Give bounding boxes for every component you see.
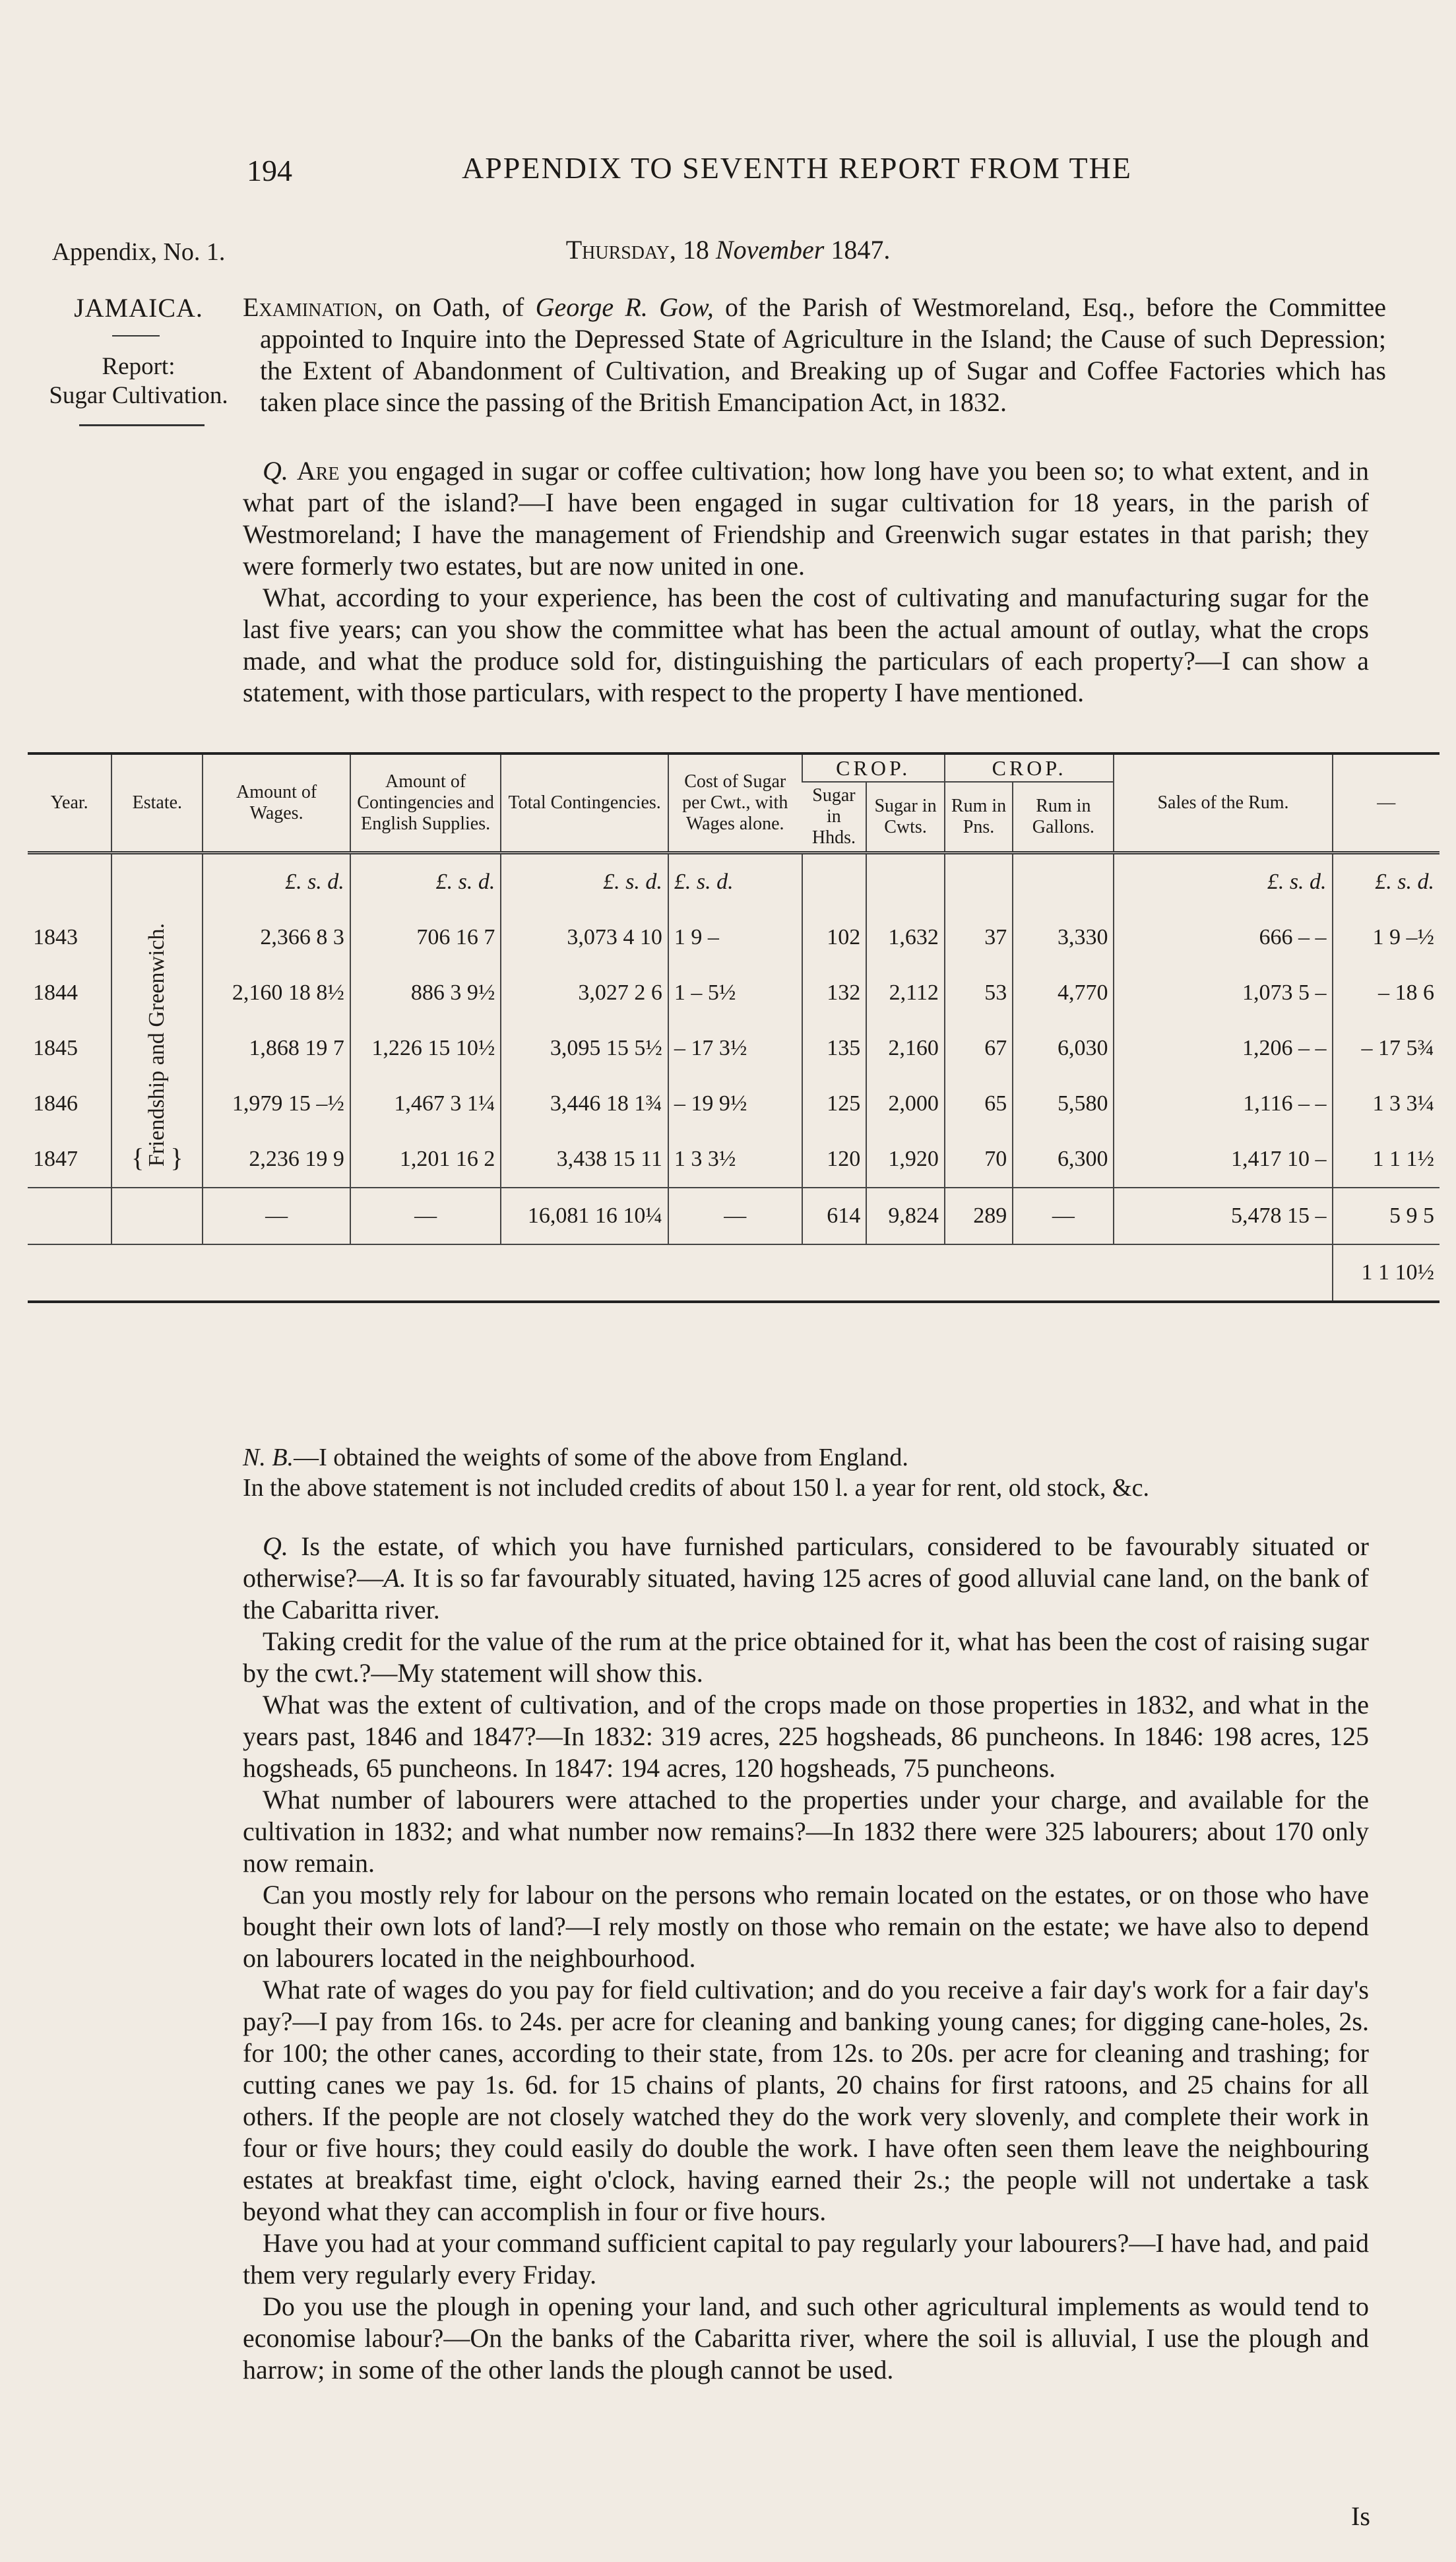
qa-paragraph <box>243 1531 1369 1626</box>
total-total: 16,081 16 10¼ <box>501 1188 668 1244</box>
cell-gallons: 4,770 <box>1013 965 1114 1021</box>
totals-blank <box>28 1188 111 1244</box>
total-cwts: 9,824 <box>866 1188 945 1244</box>
cell-total: 3,438 15 11 <box>501 1132 668 1188</box>
units-blank <box>802 853 867 911</box>
nb-label: N. B. <box>243 1444 294 1471</box>
margin-report-label: Report: <box>102 353 175 380</box>
note-nb <box>243 1442 1369 1473</box>
units-blank <box>28 853 111 911</box>
margin-appendix: Appendix, No. 1. <box>51 238 226 266</box>
cell-sales: 1,116 – – <box>1114 1076 1332 1132</box>
col-rum-gallons: Rum in Gallons. <box>1013 782 1114 853</box>
margin-dash <box>112 335 160 336</box>
unit-contingencies: £. s. d. <box>350 853 501 911</box>
cell-total: 3,073 4 10 <box>501 910 668 965</box>
catchword: Is <box>1351 2501 1370 2531</box>
total-hhds: 614 <box>802 1188 867 1244</box>
cell-last: – 18 6 <box>1333 965 1440 1021</box>
brace-right: } <box>170 1143 183 1173</box>
qa-paragraph-2: What, according to your experience, has been the cost of cultivating and manufacturing sugar for the last five years; can you show the committee what has been the actual amount of outlay, what the crops made, and what the produce sold for, distinguishing the particulars of each property?—I can show a statement, with those particulars, with respect to the property I have mentioned. <box>243 583 1369 707</box>
col-rum-pns: Rum in Pns. <box>945 782 1013 853</box>
session-date <box>0 234 1456 265</box>
cell-wages: 2,366 8 3 <box>203 910 350 965</box>
units-row <box>28 853 1440 911</box>
cell-total: 3,027 2 6 <box>501 965 668 1021</box>
date-day: Thursday, <box>565 235 676 265</box>
note-credits: In the above statement is not included credits of about 150 l. a year for rent, old stock, &c. <box>243 1474 1149 1502</box>
estate-name-text: Friendship and Greenwich. <box>144 923 170 1167</box>
col-wages: Amount of Wages. <box>203 753 350 853</box>
cell-contingencies: 1,467 3 1¼ <box>350 1076 501 1132</box>
col-sales: Sales of the Rum. <box>1114 753 1332 853</box>
cell-contingencies: 886 3 9½ <box>350 965 501 1021</box>
totals-row <box>28 1188 1440 1244</box>
col-sugar-cwts: Sugar in Cwts. <box>866 782 945 853</box>
date-month: November <box>715 235 825 265</box>
cell-year: 1844 <box>33 980 78 1005</box>
cell-wages: 2,160 18 8½ <box>203 965 350 1021</box>
cell-last: – 17 5¾ <box>1333 1021 1440 1076</box>
units-blank <box>866 853 945 911</box>
cell-pns: 37 <box>945 910 1013 965</box>
qa-paragraph-1 <box>243 455 1369 582</box>
cell-last: 1 1 1½ <box>1333 1132 1440 1188</box>
cell-hhds: 135 <box>802 1021 867 1076</box>
totals-blank <box>111 1188 203 1244</box>
cell-contingencies: 1,201 16 2 <box>350 1132 501 1188</box>
margin-report-subject: Sugar Cultivation. <box>49 382 228 409</box>
qa-section-top <box>243 455 1369 709</box>
units-blank <box>111 853 203 911</box>
cell-hhds: 120 <box>802 1132 867 1188</box>
cell-gallons: 6,300 <box>1013 1132 1114 1188</box>
qa-paragraph: What was the extent of cultivation, and of the crops made on those properties in 1832, and what in the years past, 1846 and 1847?—In 1832: 319 acres, 225 hogsheads, 86 puncheons. In 1846: 198 acres, 125 hogsheads, 65 puncheons. In 1847: 194 acres, 120 hogsheads, 75 puncheons. <box>243 1690 1369 1783</box>
cell-total: 3,446 18 1¾ <box>501 1076 668 1132</box>
cell-cwts: 2,112 <box>866 965 945 1021</box>
qa-paragraph: Have you had at your command sufficient capital to pay regularly your labourers?—I have had, and paid them very regularly every Friday. <box>243 2228 1369 2290</box>
cell-cost: – 17 3½ <box>668 1021 802 1076</box>
unit-cost: £. s. d. <box>668 853 802 911</box>
unit-wages: £. s. d. <box>203 853 350 911</box>
cell-pns: 53 <box>945 965 1013 1021</box>
examination-text-2: of the Parish of Westmoreland, Esq., before the Committee appointed to Inquire into the Depressed State of Agriculture in the Island; the Cause of such Depression; the Extent of Abandonment of Cultivation, and Breaking up of Sugar and Coffee Factories which has taken place since the passing of the British Emancipation Act, in 1832. <box>260 292 1387 417</box>
total-pns: 289 <box>945 1188 1013 1244</box>
cell-contingencies: 706 16 7 <box>350 910 501 965</box>
qa-paragraph: Can you mostly rely for labour on the persons who remain located on the estates, or on those who have bought their own lots of land?—I rely mostly on those who remain on the estate; we have also to depend on labourers located in the neighbourhood. <box>243 1880 1369 1973</box>
table-row <box>28 1021 1440 1076</box>
cell-year: 1847 <box>33 1147 78 1171</box>
extra-last: 1 1 10½ <box>1333 1244 1440 1302</box>
qa-paragraph: Taking credit for the value of the rum at the price obtained for it, what has been the cost of raising sugar by the cwt.?—My statement will show this. <box>243 1626 1369 1688</box>
cell-hhds: 102 <box>802 910 867 965</box>
cell-pns: 67 <box>945 1021 1013 1076</box>
unit-last: £. s. d. <box>1333 853 1440 911</box>
col-crop-sugar: CROP. <box>802 753 945 782</box>
qa-section-bottom <box>243 1531 1369 2386</box>
cell-sales: 1,073 5 – <box>1114 965 1332 1021</box>
total-gallons: — <box>1013 1188 1114 1244</box>
q-mark: Q. <box>263 456 288 486</box>
cell-cwts: 2,000 <box>866 1076 945 1132</box>
qa-text: Is the estate, of which you have furnished particulars, considered to be favourably situated or otherwise?— <box>243 1531 1370 1593</box>
col-crop-rum: CROP. <box>945 753 1114 782</box>
date-year: 1847. <box>831 235 891 265</box>
table-notes <box>243 1442 1369 1503</box>
cell-pns: 70 <box>945 1132 1013 1188</box>
table-row <box>28 1132 1440 1188</box>
units-blank <box>945 853 1013 911</box>
cell-year: 1846 <box>33 1091 78 1116</box>
total-contingencies: — <box>350 1188 501 1244</box>
examination-text-1: on Oath, of <box>395 292 524 322</box>
cell-year: 1843 <box>33 925 78 949</box>
page-number: 194 <box>247 154 292 187</box>
margin-country: JAMAICA. <box>74 293 203 323</box>
cell-sales: 1,417 10 – <box>1114 1132 1332 1188</box>
date-day-number: 18 <box>682 235 709 265</box>
a-mark: A. <box>383 1563 406 1593</box>
table-row <box>28 965 1440 1021</box>
cell-hhds: 125 <box>802 1076 867 1132</box>
col-estate: Estate. <box>111 753 203 853</box>
margin-rule <box>79 424 205 426</box>
estate-name <box>111 910 203 1188</box>
cell-cwts: 2,160 <box>866 1021 945 1076</box>
cell-total: 3,095 15 5½ <box>501 1021 668 1076</box>
total-sales: 5,478 15 – <box>1114 1188 1332 1244</box>
col-last: — <box>1333 753 1440 853</box>
nb-text: —I obtained the weights of some of the above from England. <box>294 1444 908 1471</box>
cell-pns: 65 <box>945 1076 1013 1132</box>
table-row <box>28 1076 1440 1132</box>
cell-cost: 1 3 3½ <box>668 1132 802 1188</box>
col-contingencies: Amount of Contingencies and English Supplies. <box>350 753 501 853</box>
accounts-table <box>28 752 1440 1303</box>
col-cost: Cost of Sugar per Cwt., with Wages alone. <box>668 753 802 853</box>
qa-text: It is so far favourably situated, having 125 acres of good alluvial cane land, on the bank of the Cabaritta river. <box>243 1563 1369 1624</box>
col-sugar-hhds: Sugar in Hhds. <box>802 782 867 853</box>
cell-last: 1 9 –½ <box>1333 910 1440 965</box>
cell-sales: 1,206 – – <box>1114 1021 1332 1076</box>
cell-cost: 1 – 5½ <box>668 965 802 1021</box>
cell-year: 1845 <box>33 1036 78 1060</box>
unit-total: £. s. d. <box>501 853 668 911</box>
extra-row <box>28 1244 1440 1302</box>
qa-paragraph: Do you use the plough in opening your land, and such other agricultural implements as would tend to economise labour?—On the banks of the Cabaritta river, where the soil is alluvial, I use the plough and harrow; in some of the other lands the plough cannot be used. <box>243 2291 1369 2385</box>
total-wages: — <box>203 1188 350 1244</box>
cell-gallons: 3,330 <box>1013 910 1114 965</box>
extra-blank <box>28 1244 1333 1302</box>
brace-left: { <box>131 1143 144 1173</box>
col-year: Year. <box>28 753 111 853</box>
cell-cost: – 19 9½ <box>668 1076 802 1132</box>
cell-cwts: 1,920 <box>866 1132 945 1188</box>
qa-paragraph: What rate of wages do you pay for field cultivation; and do you receive a fair day's work for a fair day's pay?—I pay from 16s. to 24s. per acre for cleaning and banking young canes; for digging cane-holes, 2s. for 100; the other canes, according to their state, from 12s. to 20s. per acre for cleaning and trashing; for cutting canes we pay 1s. 6d. for 15 chains of plants, 20 chains for first ratoons, and 25 chains for all others. If the people are not closely watched they do the work very slovenly, and complete their work in four or five hours; they could easily do double the work. I have often seen them leave the neighbouring estates at breakfast time, eight o'clock, having earned their 2s.; the people will not undertake a task beyond what they can accomplish in four or five hours. <box>243 1975 1369 2226</box>
cell-gallons: 6,030 <box>1013 1021 1114 1076</box>
qa-text-1: you engaged in sugar or coffee cultivation; how long have you been so; to what extent, and in what part of the island?—I have been engaged in sugar cultivation for 18 years, in the parish of Westmoreland; I have the management of Friendship and Greenwich sugar estates in that parish; they were formerly two estates, but are now united in one. <box>243 456 1369 581</box>
cell-sales: 666 – – <box>1114 910 1332 965</box>
examination-heading <box>243 292 1386 418</box>
qa-paragraph: What number of labourers were attached to the properties under your charge, and available for the cultivation in 1832; and what number now remains?—In 1832 there were 325 labourers; about 170 only now remain. <box>243 1785 1369 1878</box>
total-last: 5 9 5 <box>1333 1188 1440 1244</box>
cell-hhds: 132 <box>802 965 867 1021</box>
cell-cwts: 1,632 <box>866 910 945 965</box>
cell-contingencies: 1,226 15 10½ <box>350 1021 501 1076</box>
q-mark: Q. <box>263 1531 288 1561</box>
examination-lead: Examination, <box>243 292 384 322</box>
col-total: Total Contingencies. <box>501 753 668 853</box>
cell-cost: 1 9 – <box>668 910 802 965</box>
running-title: APPENDIX TO SEVENTH REPORT FROM THE <box>462 151 1132 185</box>
units-blank <box>1013 853 1114 911</box>
total-cost: — <box>668 1188 802 1244</box>
q-lead: Are <box>296 456 340 486</box>
cell-last: 1 3 3¼ <box>1333 1076 1440 1132</box>
cell-wages: 1,868 19 7 <box>203 1021 350 1076</box>
cell-gallons: 5,580 <box>1013 1076 1114 1132</box>
table-row <box>28 910 1440 965</box>
unit-sales: £. s. d. <box>1114 853 1332 911</box>
cell-wages: 2,236 19 9 <box>203 1132 350 1188</box>
table-header-row <box>28 753 1440 782</box>
witness-name: George R. Gow, <box>535 292 714 322</box>
cell-wages: 1,979 15 –½ <box>203 1076 350 1132</box>
